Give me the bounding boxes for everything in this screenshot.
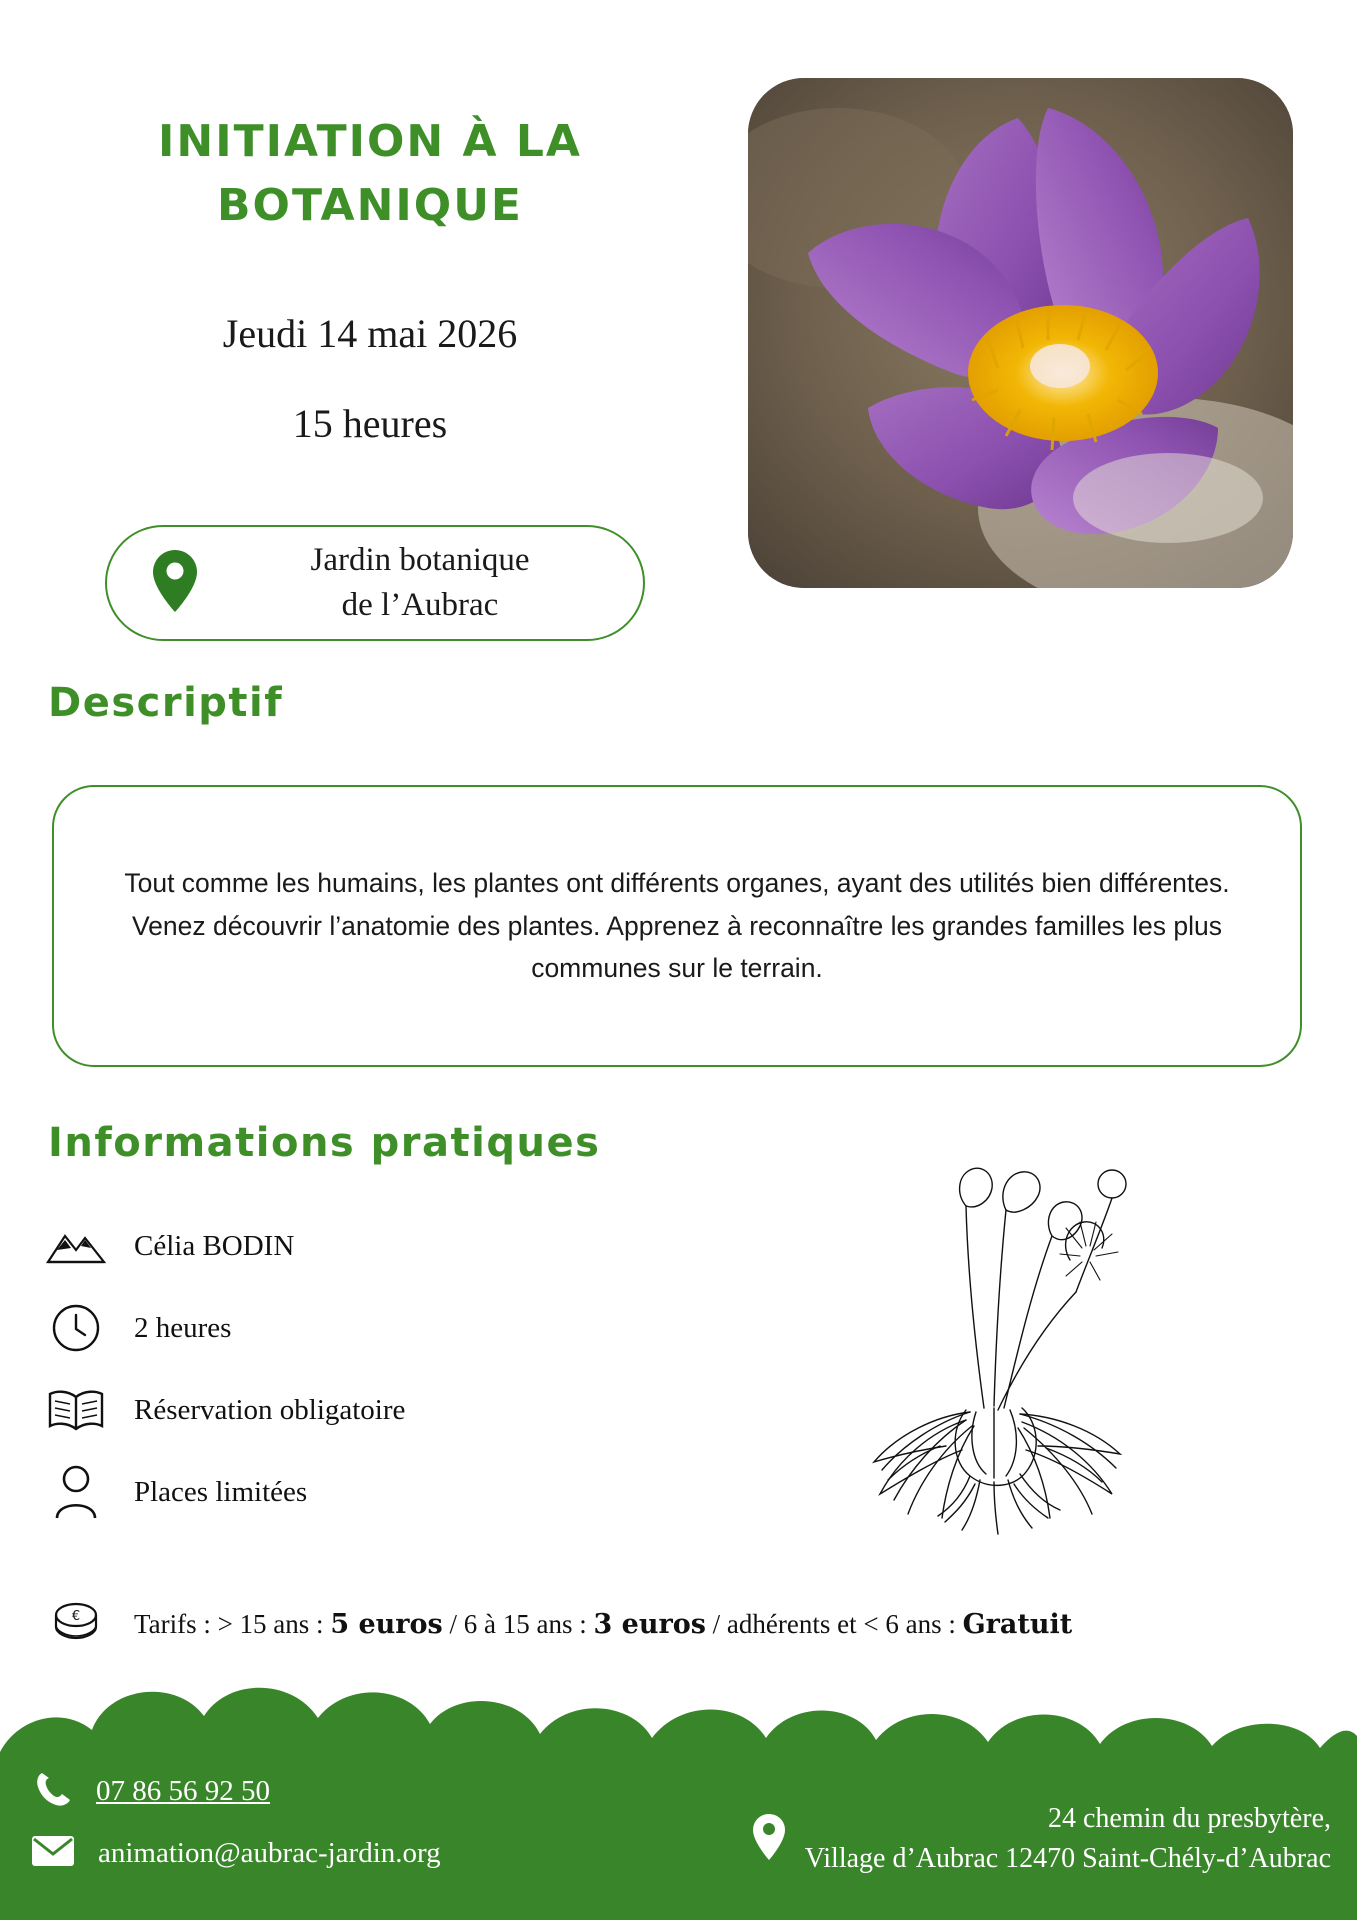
footer-address (749, 1799, 1331, 1880)
person-icon (40, 1463, 112, 1521)
coins-icon (40, 1595, 112, 1653)
tarif-price-child: 3 euros (593, 1608, 706, 1640)
list-item-label: Célia BODIN (134, 1229, 295, 1262)
footer-contact (30, 1760, 650, 1884)
tarifs-prefix: Tarifs : > 15 ans : (134, 1608, 331, 1639)
phone-icon (30, 1767, 74, 1816)
tarifs-sep-1: / 6 à 15 ans : (442, 1608, 594, 1639)
footer (0, 1660, 1357, 1920)
address-line-1: 24 chemin du presbytère, (1047, 1802, 1331, 1834)
pasque-flower-photo (748, 78, 1293, 588)
address-text (805, 1799, 1331, 1880)
descriptif-text: Tout comme les humains, les plantes ont différents organes, ayant des utilités bien différentes. Venez découvrir l’anatomie des plantes. Apprenez à reconnaître les grandes familles les plus communes sur le terrain. (124, 867, 1230, 984)
descriptif-box (52, 785, 1302, 1067)
tarifs-row (40, 1595, 1340, 1653)
mountain-icon (40, 1226, 112, 1266)
location-line-2: de l’Aubrac (341, 587, 499, 623)
location-badge (105, 525, 645, 641)
clock-icon (40, 1302, 112, 1354)
phone-number[interactable]: 07 86 56 92 50 (96, 1774, 270, 1807)
infos-heading: Informations pratiques (48, 1120, 601, 1166)
event-time: 15 heures (292, 401, 448, 446)
tarif-price-adult: 5 euros (330, 1608, 443, 1640)
infos-list (40, 1205, 840, 1533)
email-row[interactable] (30, 1822, 650, 1884)
tarifs-text (134, 1609, 1072, 1640)
svg-text:€: € (71, 1609, 81, 1624)
location-text (227, 538, 643, 627)
email-address[interactable]: animation@aubrac-jardin.org (98, 1836, 441, 1869)
map-pin-icon (749, 1812, 789, 1867)
list-item (40, 1205, 840, 1287)
tarifs-sep-2: / adhérents et < 6 ans : (705, 1608, 963, 1639)
list-item-label: Réservation obligatoire (134, 1393, 406, 1426)
address-line-2: Village d’Aubrac 12470 Saint-Chély-d’Aubrac (804, 1843, 1331, 1875)
page-title: INITIATION À LA BOTANIQUE (158, 116, 582, 231)
list-item-label: 2 heures (134, 1311, 232, 1344)
list-item (40, 1451, 840, 1533)
descriptif-heading: Descriptif (48, 680, 284, 726)
mail-icon (30, 1831, 76, 1876)
map-pin-icon (149, 548, 201, 619)
tarif-price-free: Gratuit (962, 1608, 1073, 1640)
list-item-label: Places limitées (134, 1475, 308, 1508)
phone-row[interactable] (30, 1760, 650, 1822)
event-date: Jeudi 14 mai 2026 (222, 311, 518, 356)
location-line-1: Jardin botanique (310, 542, 530, 579)
book-icon (40, 1386, 112, 1434)
list-item (40, 1287, 840, 1369)
botanical-illustration (770, 1110, 1190, 1540)
list-item (40, 1369, 840, 1451)
